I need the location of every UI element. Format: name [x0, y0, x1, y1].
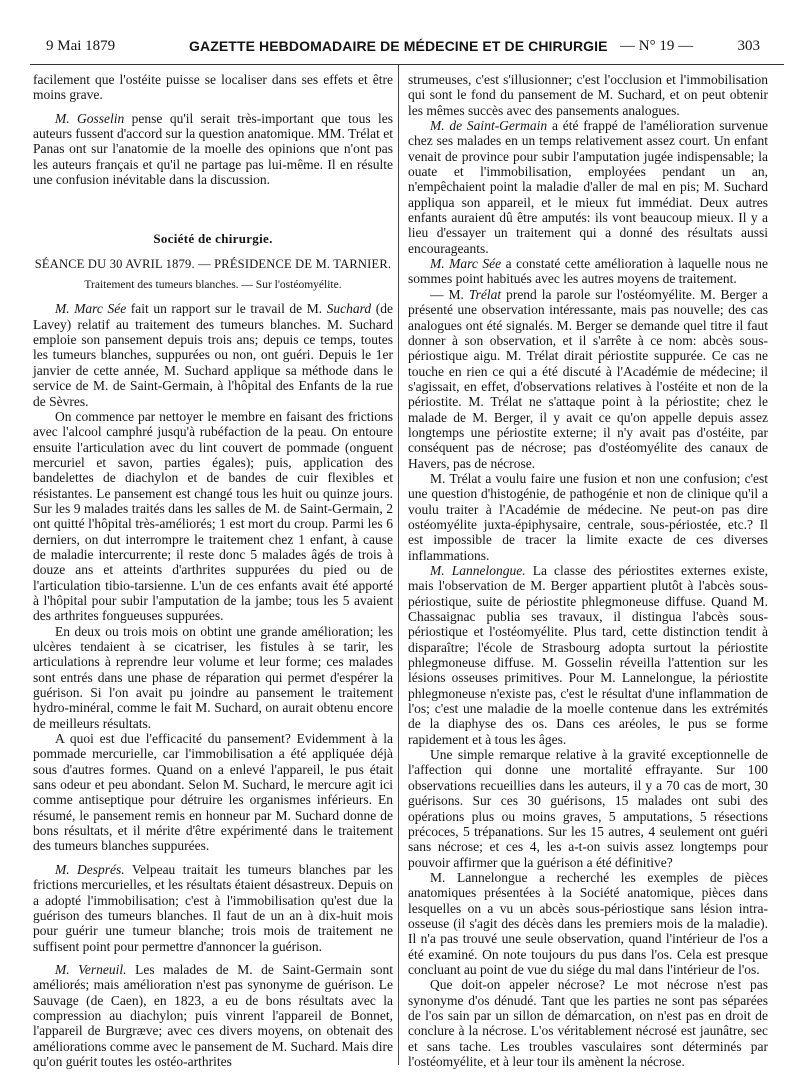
speaker-name: Trélat — [468, 286, 502, 302]
paragraph — [33, 111, 393, 188]
speaker-name: M. Gosselin — [55, 110, 125, 126]
section-title: Société de chirurgie. — [153, 231, 273, 247]
paragraph-text: prend la parole sur l'ostéomyélite. M. Berger a présenté une observation intéressante, mais pas nouvelle; des cas analogues ont été signalés. M. Berger se demande quel titre il faut donner à son observation, et il s'arrête à ce nom: abcès sous-périostique aigu. M. Trélat dirait périostite suppurée. Ce cas ne touche en rien ce qui a été discuté à l'Académie de médecine; il s'agissait, en effet, d'observations relatives à l'ostéite et non de la périostite. M. Trélat ne s'attaque point à la périostite; chez le malade de M. Berger, il y avait ce qu'on appelle depuis assez longtemps une périostite externe; il n'y avait pas d'ostéite, par conséquent pas de nécrose; pas d'ostéomyélite des canaux de Havers, pas de nécrose. — [408, 286, 768, 471]
page-header — [46, 38, 760, 60]
paragraph-text: Les malades de M. de Saint-Germain sont améliorés; mais amélioration n'est pas synonyme de guérison. Le Sauvage (de Caen), en 1823, a eu de bons résultats avec la compression au diachylon; puis vinrent l'appareil de Bonnet, l'appareil de Burgræve; avec ces divers moyens, on obtenait des améliorations comme avec le pansement de M. Suchard. Mais dire qu'on guérit toutes les ostéo-arthrites — [33, 961, 393, 1069]
paragraph: facilement que l'ostéite puisse se localiser dans ses effets et être moins grave. — [33, 72, 393, 103]
paragraph: M. Lannelongue a recherché les exemples de pièces anatomiques présentées à la Société anatomique, pièces dans lesquelles on a vu un abcès sous-périostique sans lésion intra-osseuse (il s'agit des décès dans les premiers mois de la maladie). Il n'a pas trouvé une seule observation, quand l'intérieur de l'os a été examiné. On note toujours du pus dans l'os. Cela est presque concluant au point de vue du siége du mal dans l'intérieur de l'os. — [408, 869, 768, 977]
paragraph: Une simple remarque relative à la gravité exceptionnelle de l'affection qui donne une mortalité effrayante. Sur 100 observations recueillies dans les auteurs, il y a 70 cas de mort, 30 guérisons. Sur ces 30 guérisons, 15 malades ont subi des opérations plus ou moins graves, 5 amputations, 5 résections précoces, 5 trépanations. Sur les 15 autres, 4 seulement ont guéri sans nécrose; et ces 4, les a-t-on suivis assez longtemps pour pouvoir affirmer que la guérison a été définitive? — [408, 747, 768, 870]
paragraph: Que doit-on appeler nécrose? Le mot nécrose n'est pas synonyme d'os dénudé. Tant que les parties ne sont pas séparées de l'os sain par un sillon de démarcation, on n'est pas en droit de conclure à la nécrose. L'os véritablement nécrosé est jaunâtre, sec et sans tache. Les troubles vasculaires sont déterminés par l'ostéomyélite, et à leur tour ils amènent la nécrose. — [408, 977, 768, 1069]
speaker-name: M. Marc Sée — [55, 301, 127, 317]
paragraph — [408, 563, 768, 747]
paragraph-text: a été frappé de l'amélioration survenue chez ses malades en un temps relativement assez court. Un enfant venait de province pour subir l'amputation jugée indispensable; la ouate et l'immobilisation, employées pendant un an, n'empêchaient point la maladie d'aller de mal en pis; M. Suchard appliqua son appareil, et le mieux fut immédiat. Deux autres enfants auraient dû être amputés: ils vont beaucoup mieux. Il y a lieu d'essayer un traitement qui a donné des résultats aussi encourageants. — [408, 118, 768, 256]
paragraph: A quoi est due l'efficacité du pansement? Evidemment à la pommade mercurielle, car l'immobilisation a été appliquée déjà sous d'autres formes. Quand on a enlevé l'appareil, le pus était sans odeur et peu abondant. Selon M. Suchard, le mercure agit ici comme antiseptique pour détruire les organismes inférieurs. En résumé, le pansement remis en honneur par M. Suchard donne de bons résultats, et il mérite d'être expérimenté dans le traitement des tumeurs blanches suppurées. — [33, 731, 393, 854]
header-title: GAZETTE HEBDOMADAIRE DE MÉDECINE ET DE CHIRURGIE — [189, 38, 608, 54]
paragraph-text: (de Lavey) relatif au traitement des tumeurs blanches. M. Suchard emploie son pansement depuis trois ans; depuis ce temps, toutes les tumeurs blanches, suppurées ou non, ont guéri. Depuis le 1er janvier de cette année, M. Suchard applique sa méthode dans le service de M. de Saint-Germain, à l'hôpital des Enfants de la rue de Sèvres. — [33, 301, 393, 409]
speaker-name: M. Marc Sée — [430, 256, 502, 272]
speaker-name: M. Verneuil. — [55, 961, 127, 977]
paragraph — [33, 962, 393, 1069]
paragraph-text: a constaté cette amélioration à laquelle nous ne sommes point habitués avec les autres moyens de traitement. — [408, 256, 768, 287]
speaker-name: M. de Saint-Germain — [430, 118, 548, 134]
paragraph-text: pense qu'il serait très-important que tous les auteurs fussent d'accord sur la question anatomique. MM. Trélat et Panas ont sur l'anatomie de la moelle des opinions que n'ont pas les auteurs français et qu'il ne partage pas lui-même. Il en résulte une confusion inévitable dans la discussion. — [33, 110, 393, 188]
right-column — [408, 72, 768, 1069]
paragraph — [408, 287, 768, 471]
paragraph-text: La classe des périostites externes existe, mais l'observation de M. Berger appartient plutôt à l'abcès sous-périostique, suite de périostite phlegmoneuse diffuse. Quand M. Chassaignac publia ses travaux, il distingua l'abcès sous-périostique et l'ostéomyélite. Plus tard, cette distinction tendit à disparaître; l'école de Strasbourg adopta surtout la périostite phlegmoneuse diffuse. M. Gosselin réveilla l'attention sur les lésions osseuses primitives. Pour M. Lannelongue, la périostite phlegmoneuse n'existe pas, c'est le résultat d'une inflammation de l'os; c'est une maladie de la moelle contenue dans les extrémités de la diaphyse des os. Dans ces aréoles, le pus se forme rapidement et à tous les âges. — [408, 563, 768, 747]
paragraph: En deux ou trois mois on obtint une grande amélioration; les ulcères tendaient à se cicatriser, les fistules à se tarir, les articulations à reprendre leur volume et leur forme; ces malades sont entrés dans une phase de réparation qui permet d'espérer la guérison. Si l'on avait pu joindre au pansement le traitement hydro-minéral, comme le fait M. Suchard, on aurait obtenu encore de meilleurs résultats. — [33, 623, 393, 731]
column-divider — [398, 65, 399, 1065]
header-page-number: 303 — [737, 38, 760, 54]
paragraph — [408, 118, 768, 256]
paragraph-text: fait un rapport sur le travail de M. — [126, 301, 327, 317]
paragraph-text: — M. — [430, 286, 469, 302]
header-rule — [30, 64, 784, 65]
left-column — [33, 72, 393, 1069]
paragraph — [33, 301, 393, 408]
session-subtitle: Traitement des tumeurs blanches. — Sur l'ostéomyélite. — [84, 279, 342, 292]
cited-name: Suchard — [326, 301, 372, 317]
paragraph: strumeuses, c'est s'illusionner; c'est l'occlusion et l'immobilisation qui sont le fond du pansement de M. Suchard, et on peut obtenir les mêmes succès avec des pansements analogues. — [408, 72, 768, 118]
paragraph: M. Trélat a voulu faire une fusion et non une confusion; c'est une question d'histogénie, de pathogénie et non de clinique qu'il a voulu traiter à l'Académie de médecine. Ne peut-on pas dire ostéomyélite juxta-épiphysaire, centrale, sous-périostée, etc.? Il est impossible de tracer la limite exacte de ces diverses inflammations. — [408, 470, 768, 563]
paragraph — [33, 862, 393, 954]
header-issue-number: — N° 19 — — [620, 38, 694, 54]
speaker-name: M. Després. — [55, 861, 125, 877]
header-date: 9 Mai 1879 — [46, 38, 116, 54]
session-heading: SÉANCE DU 30 AVRIL 1879. — PRÉSIDENCE DE M. TARNIER. — [34, 256, 392, 271]
speaker-name: M. Lannelongue. — [430, 563, 526, 578]
paragraph-text: Velpeau traitait les tumeurs blanches par les frictions mercurielles, et les résultats étaient désastreux. Depuis on a adopté l'immobilisation; c'est à l'immobilisation qu'est due la guérison des tumeurs blanches. Il faut de un an à dix-huit mois pour guérir une tumeur blanche; trois mois de traitement ne suffisent point pour permettre d'annoncer la guérison. — [33, 861, 393, 954]
paragraph — [408, 256, 768, 287]
paragraph: On commence par nettoyer le membre en faisant des frictions avec l'alcool camphré jusqu'à rubéfaction de la peau. On entoure ensuite l'articulation avec du lint couvert de pommade (onguent mercuriel et savon, parties égales); puis, application des bandelettes de diachylon et de bandes de cuir flexibles et résistantes. Le pansement est changé tous les huit ou quinze jours. Sur les 9 malades traités dans les salles de M. de Saint-Germain, 2 ont quitté l'hôpital très-améliorés; 1 est mort du croup. Parmi les 6 derniers, on dut interrompre le traitement chez 1 enfant, à cause de maladie intercurrente; il reste donc 5 malades âgés de trois à douze ans et atteints d'arthrites suppurées du pied ou de l'articulation tibio-tarsienne. L'un de ces enfants avait été apporté à l'hôpital pour subir l'amputation de la jambe; tous les 5 avaient des arthrites fongueuses suppurées. — [33, 408, 393, 624]
